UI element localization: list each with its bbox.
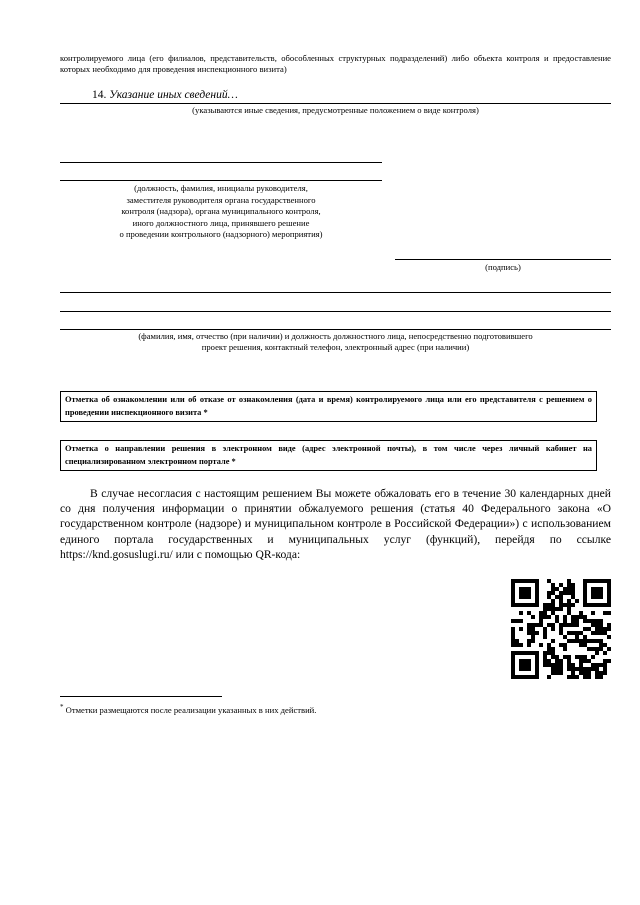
official-line-2 xyxy=(60,180,382,181)
footnote-separator xyxy=(60,696,222,697)
preparer-caption-line: (фамилия, имя, отчество (при наличии) и должность должностного лица, непосредственно подготовившего xyxy=(138,331,533,341)
item-14-number: 14. xyxy=(92,89,107,101)
top-paragraph: контролируемого лица (его филиалов, представительств, обособленных структурных подразделений) либо объекта контроля и предоставление которых необходимо для проведения инспекционного визита) xyxy=(60,53,611,74)
official-caption-line: (должность, фамилия, инициалы руководителя, xyxy=(134,183,308,193)
familiarization-mark-box: Отметка об ознакомлении или об отказе от ознакомления (дата и время) контролируемого лица или его представителя с решением о проведении инспекционного визита * xyxy=(60,391,597,422)
official-line-1 xyxy=(60,162,382,163)
electronic-dispatch-mark-box: Отметка о направлении решения в электронном виде (адрес электронной почты), в том числе через личный кабинет на специализированном электронном портале * xyxy=(60,440,597,471)
official-caption-line: заместителя руководителя органа государственного xyxy=(126,194,316,205)
item-14-text: Указание иных сведений… xyxy=(109,89,238,101)
item-14-line xyxy=(60,103,611,104)
official-caption-line: о проведении контрольного (надзорного) мероприятия) xyxy=(119,229,323,240)
preparer-line-3 xyxy=(60,329,611,330)
footnote-text: Отметки размещаются после реализации указанных в них действий. xyxy=(65,704,317,715)
appeal-paragraph: В случае несогласия с настоящим решением Вы можете обжаловать его в течение 30 календарных дней со дня получения информации о принятии обжалуемого решения (статья 40 Федерального закона «О государственном контроле (надзоре) и муниципальном контроле в Российской Федерации») с использованием единого портала государственных и муниципальных услуг (функций), перейдя по ссылке https://knd.gosuslugi.ru/ или с помощью QR-кода: xyxy=(60,487,611,561)
preparer-line-1 xyxy=(60,292,611,293)
official-caption xyxy=(60,183,382,241)
official-caption-line: иного должностного лица, принявшего решение xyxy=(132,217,310,228)
preparer-line-2 xyxy=(60,311,611,312)
qr-code[interactable] xyxy=(511,579,611,679)
signature-line xyxy=(395,259,611,260)
signature-caption: (подпись) xyxy=(485,262,521,272)
footnote-mark: * xyxy=(60,703,64,711)
official-caption-line: контроля (надзора), органа муниципального контроля, xyxy=(121,206,321,217)
footnote xyxy=(60,702,316,716)
preparer-caption-line: проект решения, контактный телефон, электронный адрес (при наличии) xyxy=(201,342,470,352)
item-14-caption: (указываются иные сведения, предусмотренные положением о виде контроля) xyxy=(192,105,479,115)
item-14 xyxy=(92,89,238,101)
preparer-caption xyxy=(60,331,611,353)
